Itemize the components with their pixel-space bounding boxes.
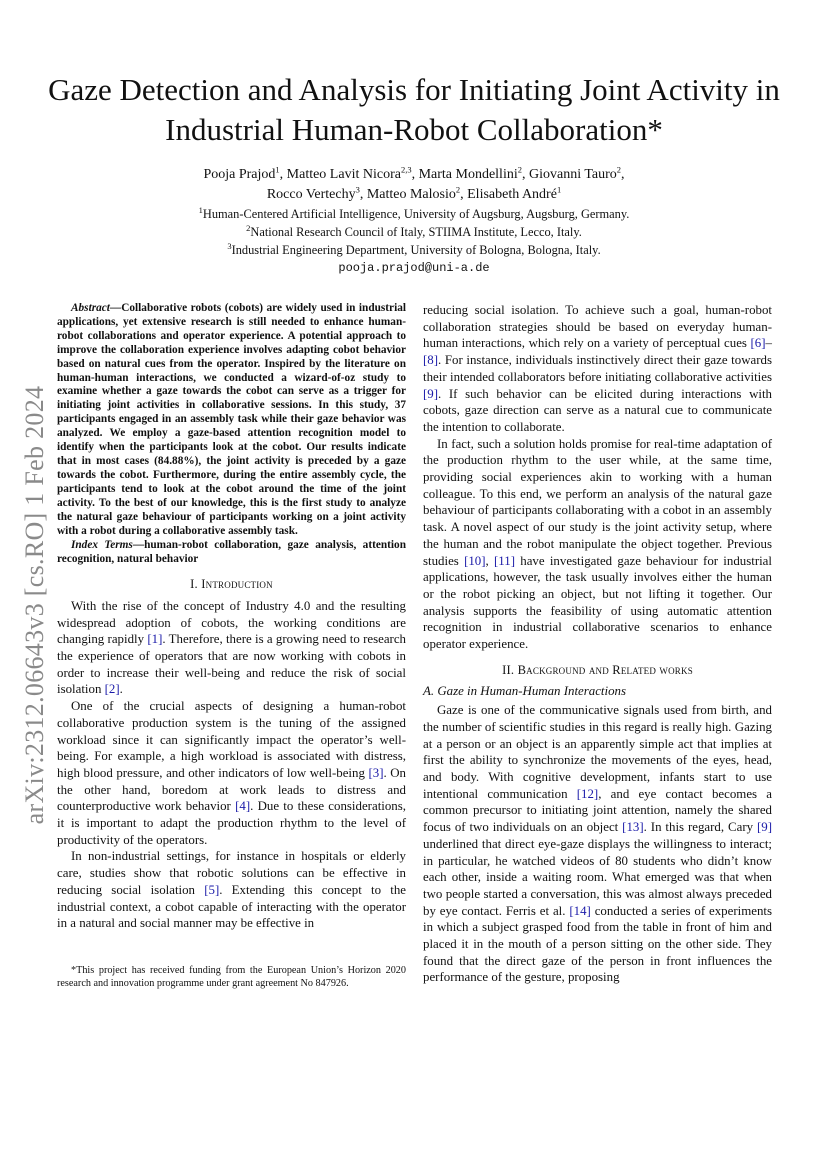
affiliation-list (60, 205, 768, 259)
author-affiliation-mark: 2 (455, 184, 461, 195)
intro-paragraph-2: One of the crucial aspects of designing a human-robot collaborative production system is the tuning of the assigned workload since it can significantly impact the operator’s well-being. For example, a high workload is associated with distress, high blood pressure, and other indicators of low well-being [3]. On the other hand, boredom at work leads to distress and counterproductive work behavior [4]. Due to these considerations, it is important to adapt the production rhythm to the level of productivity of the operators. (57, 699, 407, 847)
abstract (57, 302, 406, 538)
author-line-1: Pooja Prajod$^1$, Matteo Lavit Nicora$^{2,3}$, Marta Mondellini$^2$, Giovanni Tauro$^2$, (203, 164, 625, 182)
citation-link[interactable]: [11] (494, 553, 516, 568)
citation-link[interactable]: [13] (622, 820, 644, 835)
arxiv-stamp (20, 370, 50, 840)
affiliation-mark: 1 (198, 204, 203, 215)
citation-link[interactable]: [3] (368, 765, 384, 780)
abstract-label: Abstract (71, 302, 110, 314)
subsection-heading-gaze: A. Gaze in Human-Human Interactions (423, 684, 627, 699)
index-terms-label: Index Terms (71, 539, 133, 552)
author-name: Pooja Prajod (203, 167, 276, 182)
author-affiliation-mark: 2 (517, 164, 522, 175)
citation-link[interactable]: [6] (750, 336, 766, 351)
funding-footnote: *This project has received funding from the European Union’s Horizon 2020 research and innovation programme under grant agreement No 847926. (57, 965, 406, 989)
author-name: Marta Mondellini (418, 167, 518, 182)
citation-link[interactable]: [8] (423, 353, 439, 368)
author-affiliation-mark: 3 (355, 184, 360, 195)
right-column (423, 302, 772, 986)
abstract-text: —Collaborative robots (cobots) are widely used in industrial applications, yet extensive research is still needed to enhance human-robot collaborations and operator experience. A potential approach to improve the collaboration experience involves adapting cobot behavior based on natural cues from the operator. Inspired by the literature on human-human interactions, we conducted a wizard-of-oz study to examine whether a gaze towards the cobot can serve as a trigger for initiating joint activities in collaborative sessions. In this study, 37 participants engaged in an assembly task while their gaze behavior was analyzed. We employ a gaze-based attention recognition model to identify when the participants look at the cobot. Our results indicate that in most cases (84.88%), the joint activity is preceded by a gaze towards the cobot. Furthermore, during the entire assembly cycle, the participants tend to look at the cobot around the time of the joint activity. To the best of our knowledge, this is the first study to analyze the natural gaze behaviour of participants working on a joint activity with a robot during a collaborative assembly task. (57, 302, 406, 537)
left-column (57, 302, 406, 932)
citation-link[interactable]: [10] (464, 553, 486, 568)
intro-paragraph-1: With the rise of the concept of Industry 4.0 and the resulting widespread adoption of cobots, the working conditions are changing rapidly [1]. Therefore, there is a growing need to research the experience of operators that are now working with cobots in order to increase their well-being and reduce the risk of social isolation [2]. (57, 598, 407, 697)
citation-link[interactable]: [2] (104, 682, 120, 697)
affiliation-text: Human-Centered Artificial Intelligence, University of Augsburg, Augsburg, Germany. (202, 207, 630, 221)
author-affiliation-mark: 1 (275, 164, 280, 175)
citation-link[interactable]: [9] (756, 820, 772, 835)
author-affiliation-mark: 1 (556, 184, 562, 195)
affiliations (60, 205, 768, 277)
citation-link[interactable]: [1] (147, 632, 163, 647)
author-name: Giovanni Tauro (528, 167, 617, 182)
author-affiliation-mark: 2 (616, 164, 622, 175)
paper-title: Gaze Detection and Analysis for Initiating Joint Activity in Industrial Human-Robot Collaboration* (48, 72, 780, 147)
author-line-2: Rocco Vertechy$^3$, Matteo Malosio$^2$, Elisabeth André$^1$ (266, 184, 562, 202)
section-heading-introduction: I. Introduction (190, 577, 273, 592)
right-paragraph-2: In fact, such a solution holds promise for real-time adaptation of the production rhythm to the user while, at the same time, providing social experiences akin to working with a human colleague. To this end, we perform an analysis of the natural gaze behaviour of participants collaborating with a cobot in an assembly task. A novel aspect of our study is the joint activity setup, where the human and the robot manipulate the object together. Previous studies [10], [11] have investigated gaze behaviour for industrial applications, however, the task usually involves either the human or the robot picking an object, but not lifting it together. Our analysis supports the feasibility of using automatic attention recognition in industrial collaborative scenarios to enhance operator experience. (423, 436, 772, 652)
author-name: Elisabeth André (467, 187, 557, 202)
index-terms-text: —human-robot collaboration, gaze analysis, attention recognition, natural behavior (57, 539, 406, 566)
citation-link[interactable]: [14] (569, 903, 591, 918)
affiliation-text: Industrial Engineering Department, University of Bologna, Bologna, Italy. (231, 243, 601, 257)
right-paragraph-1: reducing social isolation. To achieve such a goal, human-robot collaboration strategies should be based on everyday human-human interactions, which rely on a variety of perceptual cues [6]–[8]. For instance, individuals instinctively direct their gaze towards their intended collaborators before initiating collaborative activities [9]. If such behavior can be elicited during interactions with cobots, gaze direction can serve as a natural cue to communicate the intention to collaborate. (423, 303, 772, 434)
author-name: Matteo Lavit Nicora (286, 167, 401, 182)
citation-link[interactable]: [4] (235, 799, 251, 814)
affiliation-text: National Research Council of Italy, STIIMA Institute, Lecco, Italy. (250, 225, 582, 239)
section-heading-background: II. Background and Related works (502, 662, 693, 677)
author-email[interactable]: pooja.prajod@uni-a.de (338, 261, 490, 275)
arxiv-id: arXiv:2312.06643v3 [cs.RO] 1 Feb 2024 (20, 385, 49, 825)
author-name: Matteo Malosio (366, 187, 456, 202)
affiliation (60, 205, 768, 223)
author-affiliation-mark: 2,3 (400, 164, 412, 175)
citation-link[interactable]: [5] (204, 882, 220, 897)
author-name: Rocco Vertechy (266, 187, 356, 202)
index-terms (57, 539, 406, 567)
affiliation (60, 223, 768, 241)
right-paragraph-3: Gaze is one of the communicative signals used from birth, and the number of scientific studies in this regard is really high. Gazing at a person or an object is an apparently simple act that implies at first the ability to synchronize the movements of the eyes, head, and body. With cognitive development, infants start to use intentional communication [12], and eye contact becomes a common precursor to initiating joint attention, namely the shared focus of two individuals on an object [13]. In this regard, Cary [9] underlined that direct eye-gaze displays the willingness to interact; in particular, he watched videos of 80 students who didn’t know each other, inside a waiting room. What emerged was that when two people started a conversation, this was almost always preceded by eye contact. Ferris et al. [14] conducted a series of experiments in which a subject grasped food from the table in front of him and placed it in the mouth of a person sitting on the other side. They found that the direct gaze of the person in front influences the performance of the gesture, proposing (423, 703, 773, 985)
citation-link[interactable]: [12] (576, 786, 599, 801)
affiliation (60, 241, 768, 259)
citation-link[interactable]: [9] (423, 386, 439, 401)
affiliation-mark: 3 (227, 240, 232, 251)
intro-paragraph-3: In non-industrial settings, for instance in hospitals or elderly care, studies show that robotic solutions can be effective in reducing social isolation [5]. Extending this concept to the industrial context, a cobot capable of interacting with the operator in a natural and social manner may be effective in (57, 849, 407, 931)
author-list (60, 165, 768, 205)
affiliation-mark: 2 (246, 222, 251, 233)
